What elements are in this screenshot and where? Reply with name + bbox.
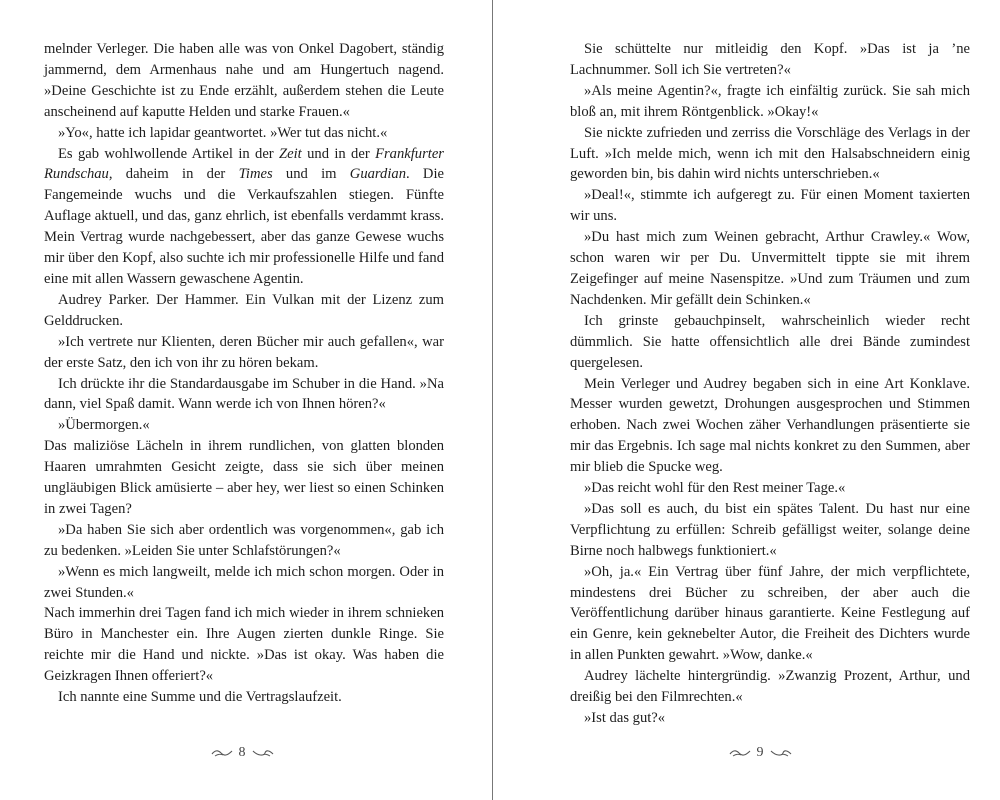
paragraph — [44, 144, 444, 290]
text-run: melnder Verleger. Die haben alle was von Onkel Dagobert, ständig jammernd, dem Armenhaus nahe und am Hungertuch nagend. »Deine Geschichte ist zu Ende erzählt, außerdem stehen die Leute anscheinend auf kaputte Helden und starke Frauen.« — [44, 41, 444, 120]
left-page-text — [44, 39, 444, 708]
text-run: »Das soll es auch, du bist ein spätes Talent. Du hast nur eine Verpflichtung zu erfüllen: Schreib gefälligst weiter, solange deine Birne noch halbwegs funktioniert.« — [570, 500, 970, 559]
paragraph — [44, 603, 444, 687]
paragraph — [570, 123, 970, 186]
text-run: Mein Verleger und Audrey begaben sich in eine Art Konklave. Messer wurden gewetzt, Drohungen ausgesprochen und Stimmen erhoben. Nach zwei Wochen zäher Verhandlungen präsentierte sie mir das Ergebnis. Ich sage mal nichts konkret zu den Summen, aber mir blieb die Spucke weg. — [570, 375, 970, 476]
text-run: Ich grinste gebauchpinselt, wahrscheinlich wieder recht dümmlich. Sie hatte offensichtlich alle drei Bände zumindest quergelesen. — [570, 312, 970, 371]
paragraph — [570, 311, 970, 374]
paragraph — [44, 562, 444, 604]
page-number-8: 8 — [238, 745, 246, 760]
text-run: »Übermorgen.« — [58, 417, 150, 434]
swash-ornament-icon — [211, 748, 233, 758]
text-run: und im — [272, 166, 350, 183]
text-run: »Ich vertrete nur Klienten, deren Bücher mir auch gefallen«, war der erste Satz, den ich von ihr zu hören bekam. — [44, 333, 444, 371]
paragraph — [570, 227, 970, 311]
left-page-number — [182, 745, 302, 761]
paragraph — [44, 39, 444, 123]
paragraph — [44, 374, 444, 416]
text-run: und in der — [301, 145, 376, 162]
paragraph — [44, 290, 444, 332]
text-run: Audrey Parker. Der Hammer. Ein Vulkan mit der Lizenz zum Gelddrucken. — [44, 291, 444, 329]
paragraph — [570, 499, 970, 562]
paragraph — [570, 374, 970, 479]
swash-ornament-icon — [729, 748, 751, 758]
text-run: Sie nickte zufrieden und zerriss die Vorschläge des Verlags in der Luft. »Ich melde mich, wenn ich mit den Halsabschneidern einig geworden bin, bis dahin wird nichts unterschrieben.« — [570, 124, 970, 183]
text-run: , daheim in der — [108, 166, 239, 183]
text-run: Audrey lächelte hintergründig. »Zwanzig Prozent, Arthur, und dreißig bei den Filmrechten.« — [570, 668, 970, 706]
paragraph — [570, 478, 970, 499]
swash-ornament-icon — [252, 748, 274, 758]
italic-title: Frankfurter Rundschau — [44, 145, 444, 183]
text-run: »Als meine Agentin?«, fragte ich einfältig zurück. Sie sah mich bloß an, mit ihrem Röntgenblick. »Okay!« — [570, 82, 970, 120]
text-run: . Die Fangemeinde wuchs und die Verkaufszahlen stiegen. Fünfte Auflage aktuell, und das, ganz ehrlich, ist ebenfalls verdammt krass. Mein Vertrag wurde nachgebessert, aber das ganze Gewese wuchs mir über den Kopf, also suchte ich mir professionelle Hilfe und fand eine mit allen Wassern gewaschene Agentin. — [44, 166, 444, 287]
paragraph — [44, 415, 444, 436]
paragraph — [570, 666, 970, 708]
right-page-text — [570, 39, 970, 729]
text-run: Nach immerhin drei Tagen fand ich mich wieder in ihrem schnieken Büro in Manchester ein. Ihre Augen zierten dunkle Ringe. Sie reichte mir die Hand und nickte. »Das ist okay. Was haben die Geizkragen Ihnen offeriert?« — [44, 605, 444, 685]
page-number-9: 9 — [756, 745, 764, 760]
swash-ornament-icon — [770, 748, 792, 758]
text-run: Sie schüttelte nur mitleidig den Kopf. »Das ist ja ’ne Lachnummer. Soll ich Sie vertreten?« — [570, 41, 970, 78]
paragraph — [44, 687, 444, 708]
right-page-number — [700, 745, 820, 761]
paragraph — [44, 520, 444, 562]
paragraph — [570, 39, 970, 81]
paragraph — [44, 436, 444, 520]
text-run: »Du hast mich zum Weinen gebracht, Arthur Crawley.« Wow, schon waren wir per Du. Unvermittelt tippte sie mit ihrem Zeigefinger auf meine Nasenspitze. »Und zum Träumen und zum Nachdenken. Mir gefällt dein Schinken.« — [570, 229, 970, 308]
text-run: Das maliziöse Lächeln in ihrem rundlichen, von glatten blonden Haaren umrahmten Gesicht zeigte, dass sie sich über meinen ungläubigen Blick amüsierte – aber hey, wer liest so einen Schinken in zwei Tagen? — [44, 438, 444, 517]
paragraph — [44, 123, 444, 144]
text-run: »Wenn es mich langweilt, melde ich mich schon morgen. Oder in zwei Stunden.« — [44, 563, 444, 601]
paragraph — [570, 708, 970, 729]
text-run: Es gab wohlwollende Artikel in der — [58, 145, 280, 162]
paragraph — [570, 185, 970, 227]
italic-title: Guardian — [349, 166, 406, 183]
paragraph — [44, 332, 444, 374]
text-run: Ich nannte eine Summe und die Vertragslaufzeit. — [58, 689, 342, 706]
text-run: Ich drückte ihr die Standardausgabe im Schuber in die Hand. »Na dann, viel Spaß damit. Wann werde ich von Ihnen hören?« — [44, 375, 444, 413]
italic-title: Times — [238, 166, 273, 183]
paragraph — [570, 81, 970, 123]
paragraph — [570, 562, 970, 667]
page-gutter-divider — [492, 0, 493, 800]
text-run: »Da haben Sie sich aber ordentlich was vorgenommen«, gab ich zu bedenken. »Leiden Sie unter Schlafstörungen?« — [44, 521, 444, 559]
text-run: »Yo«, hatte ich lapidar geantwortet. »Wer tut das nicht.« — [58, 124, 388, 141]
text-run: »Oh, ja.« Ein Vertrag über fünf Jahre, der mich verpflichtete, mindestens drei Bücher zu schreiben, der aber auch die Veröffentlichung darüber hinaus garantierte. Keine Festlegung auf ein Genre, kein geknebelter Autor, die Freiheit des Dichters wurde in allen Punkten gewahrt. »Wow, danke.« — [570, 563, 970, 664]
italic-title: Zeit — [279, 145, 302, 162]
text-run: »Deal!«, stimmte ich aufgeregt zu. Für einen Moment taxierten wir uns. — [570, 187, 970, 225]
text-run: »Das reicht wohl für den Rest meiner Tage.« — [584, 480, 846, 497]
text-run: »Ist das gut?« — [584, 710, 666, 726]
